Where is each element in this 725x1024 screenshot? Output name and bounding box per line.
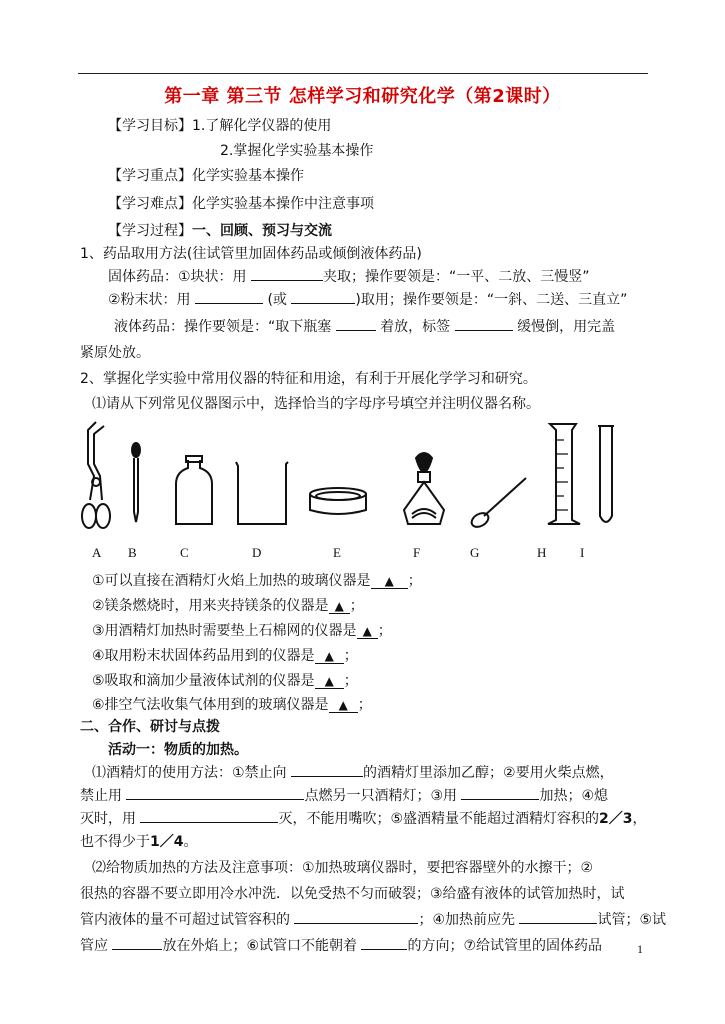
answer-blank[interactable] [251, 266, 323, 281]
instruments-figure [78, 420, 638, 540]
p1-d: 点燃另一只酒精灯；③用 [304, 788, 458, 804]
question-3-text: ③用酒精灯加热时需要垫上石棉网的仪器是 [92, 623, 357, 639]
fraction-two-thirds: 2／3 [599, 811, 633, 827]
beaker-icon [236, 462, 288, 524]
answer-blank[interactable] [361, 935, 407, 950]
key-line [108, 165, 304, 185]
p1-a: ⑴酒精灯的使用方法：①禁止向 [92, 765, 287, 781]
p2-line-4 [80, 935, 602, 955]
answer-blank[interactable] [195, 289, 263, 304]
answer-blank[interactable]: ▲ [357, 624, 378, 639]
answer-blank[interactable] [112, 935, 162, 950]
question-1-text: ①可以直接在酒精灯火焰上加热的玻璃仪器是 [92, 573, 371, 589]
graduated-cylinder-icon [548, 424, 580, 524]
question-1 [92, 570, 422, 590]
question-3 [92, 620, 392, 640]
semicolon: ； [357, 697, 372, 713]
p1-f: 灭时，用 [80, 811, 136, 827]
answer-blank[interactable]: ▲ [315, 674, 344, 689]
question-6 [92, 694, 372, 714]
letter-d: D [252, 545, 262, 560]
page-title: 第一章 第三节 怎样学习和研究化学（第2课时） [164, 86, 561, 107]
p1-i: 也不得少于 [80, 834, 150, 850]
s1-title: 1、药品取用方法(往试管里加固体药品或倾倒液体药品) [80, 246, 422, 262]
letter-c: C [180, 545, 189, 560]
letter-g: G [470, 545, 480, 560]
p1-line-4 [80, 831, 197, 851]
answer-blank[interactable] [336, 316, 376, 331]
answer-blank[interactable]: ▲ [315, 649, 344, 664]
p2-e: 试管；⑤试 [597, 912, 667, 928]
s1-liquid-c: 缓慢倒，用完盖 [517, 319, 616, 335]
letter-e: E [333, 545, 341, 560]
p2-line-1: ⑵给物质加热的方法及注意事项：①加热玻璃仪器时，要把容器壁外的水擦干；② [92, 860, 594, 876]
diff-label: 【学习难点】 [108, 196, 192, 212]
p2-c: 管内液体的量不可超过试管容积的 [80, 912, 290, 928]
medicine-spoon-icon [469, 478, 526, 530]
test-tube-icon [598, 426, 614, 522]
semicolon: ； [343, 648, 358, 664]
fraction-one-quarter: 1／4 [150, 834, 184, 850]
difficulty-line [108, 193, 374, 213]
p1-j: 。 [183, 834, 198, 850]
reagent-bottle-icon [176, 456, 212, 524]
answer-blank[interactable] [455, 316, 513, 331]
letter-a: A [92, 545, 102, 560]
process-line [108, 220, 332, 240]
goal-label: 【学习目标】 [108, 118, 192, 134]
evaporating-dish-icon [310, 488, 366, 514]
diff-text: 化学实验基本操作中注意事项 [192, 196, 374, 212]
question-4-text: ④取用粉末状固体药品用到的仪器是 [92, 648, 315, 664]
semicolon: ； [349, 598, 364, 614]
crucible-tongs-icon [82, 422, 110, 528]
s1-powder-c: )取用；操作要领是：“一斜、二送、三直立” [355, 292, 628, 308]
answer-blank[interactable]: ▲ [371, 574, 408, 589]
key-text: 化学实验基本操作 [192, 168, 304, 184]
answer-blank[interactable] [294, 909, 418, 924]
s1-solid-line [108, 266, 590, 286]
p1-line-3 [80, 808, 647, 828]
letter-b: B [128, 545, 137, 560]
semicolon: ； [343, 673, 358, 689]
s1-powder-line [108, 289, 627, 309]
s1-liquid-d: 紧原处放。 [80, 345, 150, 361]
p1-line-1 [92, 762, 614, 782]
key-label: 【学习重点】 [108, 168, 192, 184]
question-2 [92, 595, 364, 615]
p1-c: 禁止用 [80, 788, 122, 804]
s1-liquid-b: 着放，标签 [380, 319, 451, 335]
proc-text: 一、回顾、预习与交流 [192, 223, 332, 239]
goal-line-1 [108, 115, 331, 135]
p1-b: 的酒精灯里添加乙醇；②要用火柴点燃， [363, 765, 614, 781]
goal-1: 1.了解化学仪器的使用 [192, 118, 332, 134]
question-5 [92, 670, 358, 690]
s2-sub: ⑴请从下列常见仪器图示中，选择恰当的字母序号填空并注明仪器名称。 [92, 396, 540, 412]
answer-blank[interactable]: ▲ [329, 599, 350, 614]
question-4 [92, 645, 358, 665]
answer-blank[interactable] [461, 785, 539, 800]
s1-liquid-line [114, 316, 615, 336]
answer-blank[interactable]: ▲ [329, 698, 358, 713]
p2-g: 放在外焰上；⑥试管口不能朝着 [162, 938, 358, 954]
s3-title: 二、合作、研讨与点拨 [80, 719, 220, 735]
goal-2: 2.掌握化学实验基本操作 [220, 143, 374, 159]
letter-f: F [413, 545, 421, 560]
p2-h: 的方向；⑦给试管里的固体药品 [407, 938, 603, 954]
answer-blank[interactable] [519, 909, 597, 924]
question-5-text: ⑤吸取和滴加少量液体试剂的仪器是 [92, 673, 315, 689]
semicolon: ； [407, 573, 422, 589]
p2-line-2: 很热的容器不要立即用冷水冲洗．以免受热不匀而破裂；③给盛有液体的试管加热时，试 [80, 886, 625, 902]
p2-f: 管应 [80, 938, 108, 954]
s2-title: 2、掌握化学实验中常用仪器的特征和用途，有利于开展化学学习和研究。 [80, 371, 537, 387]
page-number: 1 [637, 942, 643, 956]
s1-powder-a: ②粉末状：用 [108, 292, 191, 308]
question-6-text: ⑥排空气法收集气体用到的玻璃仪器是 [92, 697, 329, 713]
p1-line-2 [80, 785, 608, 805]
letter-i: I [580, 545, 585, 560]
alcohol-lamp-icon [404, 453, 444, 524]
answer-blank[interactable] [140, 808, 278, 823]
proc-label: 【学习过程】 [108, 223, 192, 239]
letter-h: H [537, 545, 547, 560]
semicolon: ； [377, 623, 392, 639]
figure-letters [0, 545, 725, 563]
s1-solid-a: 固体药品：①块状：用 [108, 269, 247, 285]
p1-g: 灭，不能用嘴吹；⑤盛酒精量不能超过酒精灯容积的 [278, 811, 600, 827]
header-rule [78, 73, 648, 74]
dropper-icon [132, 443, 140, 522]
answer-blank[interactable] [291, 289, 355, 304]
p1-e: 加热；④熄 [539, 788, 609, 804]
answer-blank[interactable] [126, 785, 304, 800]
p1-h: ， [632, 811, 647, 827]
s1-powder-b: (或 [267, 292, 287, 308]
answer-blank[interactable] [291, 762, 363, 777]
question-2-text: ②镁条燃烧时，用来夹持镁条的仪器是 [92, 598, 329, 614]
p2-line-3 [80, 909, 666, 929]
s1-solid-b: 夹取；操作要领是：“一平、二放、三慢竖” [323, 269, 590, 285]
p2-d: ；④加热前应先 [418, 912, 516, 928]
activity-1: 活动一：物质的加热。 [108, 742, 248, 758]
s1-liquid-a: 液体药品：操作要领是：“取下瓶塞 [114, 319, 332, 335]
